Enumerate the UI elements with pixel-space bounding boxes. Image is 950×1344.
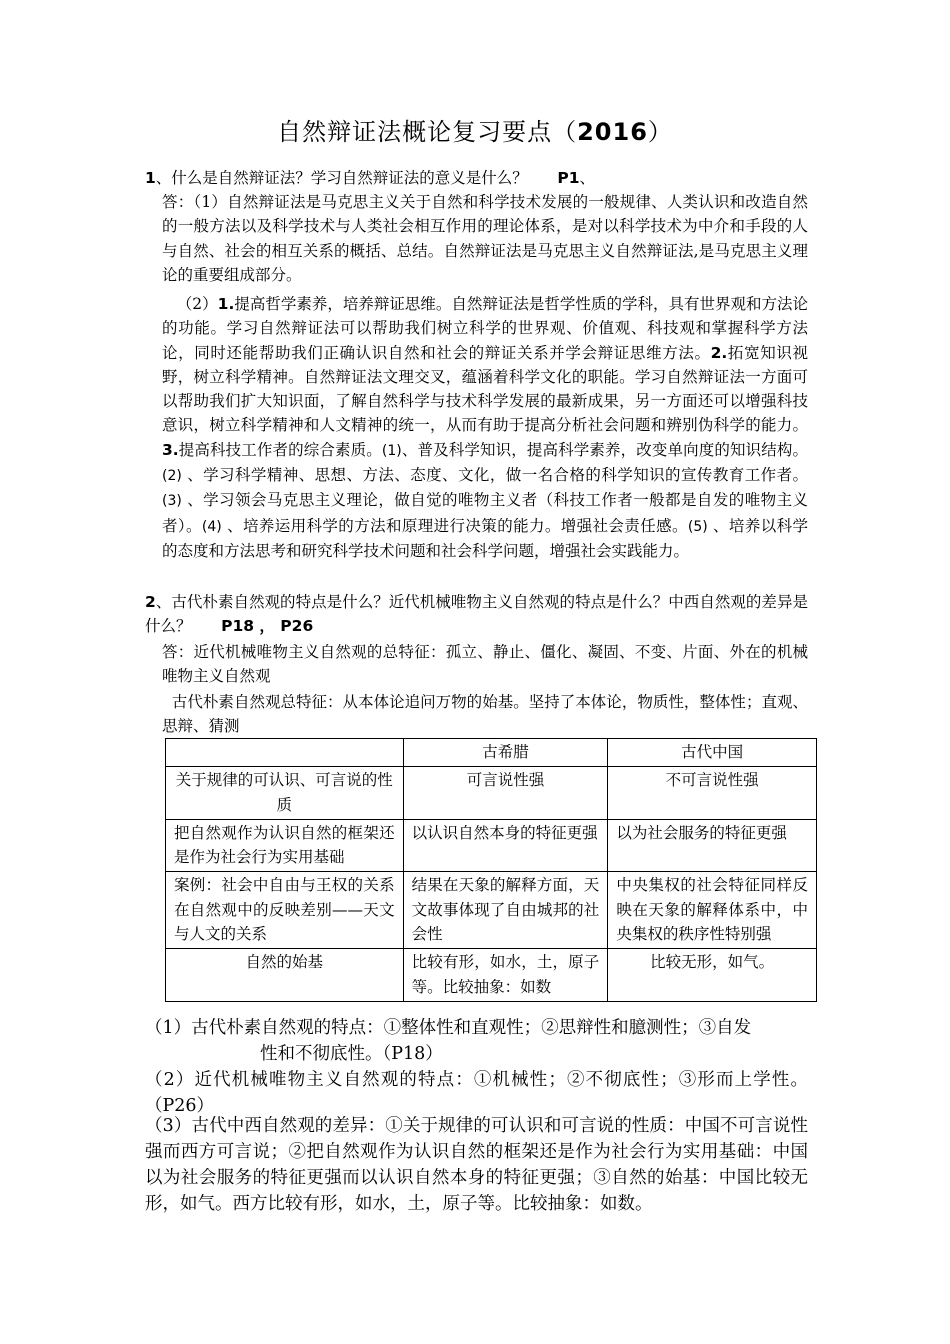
table-row [166,767,817,820]
table-header-cell [166,739,404,767]
comparison-table [165,738,817,1002]
question-1 [145,166,815,190]
q1-sub-3-num: (3) [162,493,182,510]
q1-answer-part1 [162,190,808,287]
summary-3 [145,1113,808,1217]
q2-text: 、古代朴素自然观的特点是什么？近代机械唯物主义自然观的特点是什么？中西自然观的差异是什么？ [145,593,808,636]
table-cell: 案例：社会中自由与王权的关系在自然观中的反映差别——天文与人文的关系 [166,872,404,949]
q1-sub-2: 、学习科学精神、思想、方法、态度、文化，做一名合格的科学知识的宣传教育工作者。 [181,466,808,485]
title-year: 2016 [577,118,648,146]
question-2 [145,590,808,639]
q2-answer-2-text: 古代朴素自然观总特征：从本体论追问万物的始基。坚持了本体论，物质性，整体性；直观、思辩、猜测 [162,693,808,736]
table-cell: 比较有形，如水，土，原子等。比较抽象：如数 [403,949,608,1002]
summary-1-line1: （1）古代朴素自然观的特点：①整体性和直观性；②思辩性和臆测性；③自发 [145,1018,752,1038]
q1-a2-1: 提高哲学素养，培养辩证思维。自然辩证法是哲学性质的学科，具有世界观和方法论的功能。学习自然辩证法可以帮助我们树立科学的世界观、价值观、科技观和掌握科学方法论，同时还能帮助我们正确认识自然和社会的辩证关系并学会辩证思维方法。 [162,295,808,362]
q1-sub-3: 、学习领会马克思主义理论，做自觉的唯物主义者（科技工作者一般都是自发的唯物主义者）。 [162,491,808,535]
summary-1 [145,1015,808,1067]
q1-sub-5: 、培养以科学的态度和方法思考和研究科学技术问题和社会科学问题，增强社会实践能力。 [162,516,808,560]
q2-answer-2 [162,690,808,739]
table-cell: 以为社会服务的特征更强 [608,819,817,872]
q2-answer-1-text: 答：近代机械唯物主义自然观的总特征：孤立、静止、僵化、凝固、不变、片面、外在的机械唯物主义自然观 [162,643,808,686]
q1-a2-3-num: 3. [162,440,179,459]
table-row [166,872,817,949]
summary-2-text: （2）近代机械唯物主义自然观的特点：①机械性；②不彻底性；③形而上学性。（P26） [145,1070,808,1116]
q1-a2-intro: （2） [176,295,218,313]
table-cell: 以认识自然本身的特征更强 [403,819,608,872]
q1-number: 1 [145,169,156,187]
table-cell: 比较无形，如气。 [608,949,817,1002]
q1-sub-4: 、培养运用科学的方法和原理进行决策的能力。增强社会责任感。 [221,516,688,535]
q1-sub-4-num: (4) [201,518,222,535]
table-row [166,949,817,1002]
table-cell: 把自然观作为认识自然的框架还是作为社会行为实用基础 [166,819,404,872]
q1-sub-5-num: (5) [687,518,708,535]
table-header-cell: 古希腊 [403,739,608,767]
table-cell: 中央集权的社会特征同样反映在天象的解释体系中，中央集权的秩序性特别强 [608,872,817,949]
title-close: ） [647,118,673,146]
q1-page-ref-suffix: 、 [579,169,596,187]
page-title [0,114,950,150]
summary-1-line2: 性和不彻底性。（P18） [260,1044,443,1064]
q2-answer-1 [162,640,808,689]
q1-a2-3: 提高科技工作者的综合素质。 [178,440,382,459]
q1-page-ref: P1 [557,169,580,187]
q1-sub-2-num: (2) [162,468,182,485]
q1-text: 、什么是自然辩证法？学习自然辩证法的意义是什么？ [155,169,528,187]
table-cell: 可言说性强 [403,767,608,820]
title-text: 自然辩证法概论复习要点（ [277,118,578,146]
table-cell: 不可言说性强 [608,767,817,820]
table-header-cell: 古代中国 [608,739,817,767]
table-row [166,819,817,872]
q1-answer-part2 [162,292,808,563]
q2-number: 2 [145,593,156,611]
table-cell: 自然的始基 [166,949,404,1002]
table-cell: 关于规律的可认识、可言说的性质 [166,767,404,820]
q1-answer-1: 答：（1）自然辩证法是马克思主义关于自然和科学技术发展的一般规律、人类认识和改造自然的一般方法以及科学技术与人类社会相互作用的理论体系，是对以科学技术为中介和手段的人与自然、社会的相互关系的概括、总结。自然辩证法是马克思主义自然辩证法,是马克思主义理论的重要组成部分。 [162,193,808,284]
q1-sub-1: 、普及科学知识，提高科学素养，改变单向度的知识结构。 [401,440,808,459]
q1-a2-2: 拓宽知识视野，树立科学精神。自然辩证法文理交叉，蕴涵着科学文化的职能。学习自然辩证法一方面可以帮助我们扩大知识面，了解自然科学与技术科学发展的最新成果，另一方面还可以增强科技意识，树立科学精神和人文精神的统一，从而有助于提高分析社会问题和辨别伪科学的能力。 [162,343,808,435]
summary-3-text: （3）古代中西自然观的差异：①关于规律的可认识和可言说的性质：中国不可言说性强而西方可言说；②把自然观作为认识自然的框架还是作为社会行为实用基础：中国以为社会服务的特征更强而以认识自然本身的特征更强；③自然的始基：中国比较无形，如气。西方比较有形，如水，土，原子等。比较抽象：如数。 [145,1116,808,1214]
table-cell: 结果在天象的解释方面，天文故事体现了自由城邦的社会性 [403,872,608,949]
q1-sub-1-num: (1) [381,442,402,459]
q2-page-ref: P18 ， P26 [221,617,314,636]
summary-2 [145,1067,808,1119]
q1-a2-2-num: 2. [710,343,728,362]
q1-a2-1-num: 1. [217,295,235,313]
table-header-row [166,739,817,767]
